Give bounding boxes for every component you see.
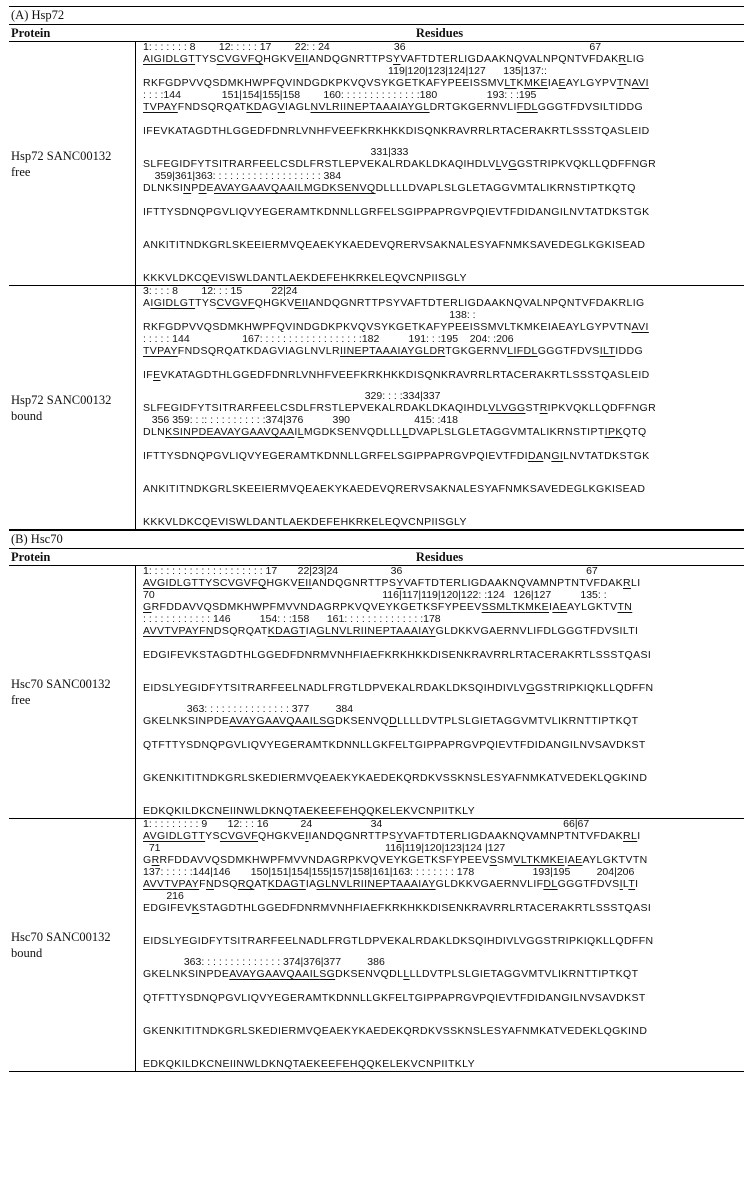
sequence-line: AVVTVPAYFNDSQRQATKDAGTIAGLNVLRIINEPTAAAIAYGLDKKVGAERNVLIFDLGGGTFDVSILTI: [143, 878, 639, 890]
contact-residues: FDL: [516, 101, 538, 113]
contact-residues: AVI: [631, 77, 649, 89]
section-title: (A) Hsp72: [9, 6, 744, 25]
residue-position-line: [143, 261, 744, 272]
protein-cell: [9, 286, 135, 529]
section-title: (B) Hsc70: [9, 530, 744, 549]
sequence-line: IFTTYSDNQPGVLIQVYEGERAMTKDNNLLGRFELSGIPPAPRGVPQIEVTFDIDANGILNVTATDKSTGK: [143, 206, 650, 218]
residue-position-line: [143, 1047, 744, 1058]
contact-residues: NPDEAVAYGAAVQAA: [183, 426, 295, 438]
contact-residues: CVGVF: [216, 297, 255, 309]
residue-position-line: 216: [143, 890, 184, 902]
contact-residues: G: [316, 878, 326, 890]
contact-residues: S: [489, 854, 497, 866]
table-header: [9, 25, 744, 42]
contact-residues: D: [389, 715, 398, 727]
contact-residues: L: [402, 426, 409, 438]
header-protein: Protein: [11, 26, 51, 40]
sequence-line: SLFEGIDFYTSITRARFEELCSDLFRSTLEPVEKALRDAKLDKAQIHDLVLVGGSTRIPKVQKLLQDFFNGR: [143, 402, 657, 414]
sequence-line: KKKVLDKCQEVISWLDANTLAEKDEFEHKRKELEQVCNPIISGLY: [143, 272, 467, 284]
table-header: [9, 549, 744, 566]
sequence-line: GRRFDDAVVQSDMKHWPFMVVNDAGRPKVQVEYKGETKSFYPEEVSSMVLTKMKEIAEAYLGKTVTN: [143, 854, 648, 866]
residue-position-line: [143, 671, 744, 682]
residue-position-line: 1: : : : : : : : : : : : : : : : : : : : 17 22|23|24 36 67: [143, 565, 598, 577]
contact-residues: RL: [623, 830, 638, 842]
residue-position-line: [143, 505, 744, 516]
table-row: [9, 566, 744, 819]
residue-position-line: 3: : : : 8 12: : : 15 22|24: [143, 285, 298, 297]
sequence-line: RKFGDPVVQSDMKHWPFQVINDGDKPKVQVSYKGETKAFYPEEISSMVLTKMKEIAEAYLGYPVTNAVI: [143, 77, 649, 89]
sequence-line: IFTTYSDNQPGVLIQVYEGERAMTKDNNLLGRFELSGIPPAPRGVPQIEVTFDIDANGILNVTATDKSTGK: [143, 450, 650, 462]
contact-residues: T: [628, 878, 636, 890]
contact-residues: R: [151, 854, 160, 866]
contact-residues: N: [183, 182, 192, 194]
contact-residues: KSI: [165, 426, 184, 438]
header-residues: Residues: [415, 550, 464, 564]
sequence-line: AIGIDLGTTYSCVGVFQHGKVEIIANDQGNRTTPSYVAFTDTERLIGDAAKNQVALNPQNTVFDAKRLIG: [143, 297, 645, 309]
residue-position-line: 1: : : : : : : : : 9 12: : : 16 24 34 66|67: [143, 818, 590, 830]
sequence-line: DLNKSINPDEAVAYGAAVQAAILMGDKSENVQDLLLLDVAPLSLGLETAGGVMTALIKRNSTIPTIPKQTQ: [143, 426, 647, 438]
contact-residues: G: [526, 682, 535, 694]
sequence-line: GKENKITITNDKGRLSKEDIERMVQEAEKYKAEDEKQRDKVSSKNSLESYAFNMKATVEDEKLQGKIND: [143, 1025, 648, 1037]
contact-residues: Y: [396, 830, 404, 842]
residue-position-line: 70 116|117|119|120|122: :124 126|127 135: :: [143, 589, 607, 601]
sequence-line: AVGIDLGTTYSCVGVFQHGKVEIIANDQGNRTTPSYVAFTDTERLIGDAAKNQVAMNPTNTVFDAKRLI: [143, 830, 641, 842]
residue-position-line: [143, 439, 744, 450]
contact-residues: TVPAY: [143, 345, 178, 357]
contact-residues: IGIDLGT: [150, 297, 196, 309]
protein-name: free: [11, 693, 31, 707]
sequence-line: RKFGDPVVQSDMKHWPFQVINDGDKPKVQVSYKGETKAFYPEEISSMVLTKMKEIAEAYLGYPVTNAVI: [143, 321, 649, 333]
contact-residues: AVI: [631, 321, 649, 333]
contact-residues: I: [305, 830, 309, 842]
contact-residues: R: [539, 402, 548, 414]
residue-position-line: : : : : : 144 167: : : : : : : : : : : : : : : : : :182 191: : :195 204: :206: [143, 333, 514, 345]
sequence-line: DLNKSINPDEAVAYGAAVQAAILMGDKSENVQDLLLLDVAPLSLGLETAGGVMTALIKRNSTIPTKQTQ: [143, 182, 636, 194]
contact-residues: AVVTVPAY: [143, 878, 200, 890]
sequence-line: ANKITITNDKGRLSKEEIERMVQEAEKYKAEDEVQRERVSAKNALESYAFNMKSAVEDEGLKGKISEAD: [143, 483, 646, 495]
protein-name: bound: [11, 946, 43, 960]
sequence-line: GKELNKSINPDEAVAYGAAVQAAILSGDKSENVQDLLLLDVTPLSLGIETAGGVMTVLIKRNTTIPTKQT: [143, 968, 639, 980]
contact-residues: G: [143, 601, 152, 613]
contact-residues: AVAYGAAVQAAILMGDKSENVQ: [213, 182, 376, 194]
contact-residues: MKE: [523, 77, 548, 89]
contact-residues: CVGVF: [219, 830, 259, 842]
residue-position-line: 71 116|119|120|123|124 |127: [143, 842, 506, 854]
protein-name: bound: [11, 408, 43, 423]
contact-residues: VLTK: [513, 854, 541, 866]
contact-residues: LT: [504, 77, 517, 89]
contact-residues: Y: [396, 577, 404, 589]
sequence-line: EDGIFEVKSTAGDTHLGGEDFDNRMVNHFIAEFKRKHKKDISENKRAVRRLRTACERAKRTLSSSTQASI: [143, 902, 652, 914]
residue-position-line: [143, 728, 744, 739]
contact-residues: TN: [617, 601, 633, 613]
contact-residues: KD: [246, 101, 262, 113]
sequence-line: KKKVLDKCQEVISWLDANTLAEKDEFEHKRKELEQVCNPIISGLY: [143, 516, 467, 528]
contact-residues: EII: [294, 53, 309, 65]
contact-residues: LNVLRIINEPTAAAIAY: [325, 878, 436, 890]
residue-position-line: [143, 924, 744, 935]
contact-residues: EII: [297, 577, 312, 589]
contact-residues: K: [191, 902, 200, 914]
sequence-line: ANKITITNDKGRLSKEEIERMVQEAEKYKAEDEVQRERVSAKNALESYAFNMKSAVEDEGLKGKISEAD: [143, 239, 646, 251]
contact-residues: AE: [567, 854, 583, 866]
contact-residues: D: [198, 182, 207, 194]
contact-residues: MKE: [540, 854, 565, 866]
contact-residues: RQ: [237, 878, 255, 890]
contact-residues: AE: [552, 601, 568, 613]
sequence-line: QTFTTYSDNQPGVLIQVYEGERAMTKDNNLLGKFELTGIPPAPRGVPQIEVTFDIDANGILNVSAVDKST: [143, 739, 646, 751]
residue-position-line: 138: :: [143, 309, 476, 321]
contact-residues: T: [616, 77, 624, 89]
residue-position-line: 1: : : : : : : 8 12: : : : : 17 22: : 24 36 67: [143, 41, 602, 53]
residue-position-line: 331|333: [143, 146, 409, 158]
residue-position-line: : : : : : : : : : : : : 146 154: : :158 161: : : : : : : : : : : : : :178: [143, 613, 441, 625]
sequence-line: EIDSLYEGIDFYTSITRARFEELNADLFRGTLDPVEKALRDAKLDKSQIHDIVLVGGSTRIPKIQKLLQDFFN: [143, 935, 654, 947]
contact-residues: L: [495, 158, 502, 170]
sequence-line: TVPAYFNDSQRQATKDAGVIAGLNVLRIINEPTAAAIAYGLDRTGKGERNVLIFDLGGGTFDVSILTIDDG: [143, 345, 644, 357]
protein-name: Hsc70 SANC00132: [11, 677, 111, 691]
contact-residues: AVAYGAAVQAAILSG: [229, 715, 336, 727]
residue-position-line: 363: : : : : : : : : : : : : : : 377 384: [143, 703, 354, 715]
residues-cell: [135, 42, 744, 285]
residues-cell: [135, 286, 744, 529]
residue-position-line: [143, 228, 744, 239]
contact-residues: N: [205, 878, 214, 890]
sequence-line: IFEVKATAGDTHLGGEDFDNRLVNHFVEEFKRKHKKDISQNKRAVRRLRTACERAKRTLSSSTQASLEID: [143, 125, 650, 137]
protein-name: Hsc70 SANC00132: [11, 930, 111, 944]
contact-residues: E: [153, 369, 161, 381]
residue-position-line: 137: : : : : :144|146 150|151|154|155|157|158|161|163: : : : : : : : 178 193|195 204|206: [143, 866, 635, 878]
contact-residues: GI: [551, 450, 564, 462]
residue-position-line: 119|120|123|124|127 135|137::: [143, 65, 547, 77]
sequence-line: QTFTTYSDNQPGVLIQVYEGERAMTKDNNLLGKFELTGIPPAPRGVPQIEVTFDIDANGILNVSAVDKST: [143, 992, 646, 1004]
protein-name: free: [11, 164, 31, 179]
protein-cell: [9, 566, 135, 818]
contact-residues: AVAYGAAVQAAIL: [229, 968, 320, 980]
contact-residues: VLVGG: [488, 402, 526, 414]
contact-residues: G: [508, 158, 517, 170]
contact-residues: EII: [294, 297, 309, 309]
header-residues: Residues: [415, 26, 464, 40]
contact-residues: NVLRIINEPTAAAIAYGL: [310, 101, 430, 113]
residue-position-line: [143, 358, 744, 369]
contact-residues: KDAGT: [267, 878, 306, 890]
residue-position-line: 363: : : : : : : : : : : : : : 374|376|377 386: [143, 956, 385, 968]
residue-position-line: [143, 114, 744, 125]
sequence-line: GKENKITITNDKGRLSKEDIERMVQEAEKYKAEDEKQRDKVSSKNSLESYAFNMKATVEDEKLQGKIND: [143, 772, 648, 784]
residue-position-line: 356 359: : :: : : : : : : : : : :374|376 390 415: :418: [143, 414, 458, 426]
contact-residues: GLNVLRIINEPTAAAIAY: [316, 625, 436, 637]
contact-residues: I: [619, 878, 623, 890]
contact-residues: DA: [527, 450, 544, 462]
contact-residues: LIFDL: [507, 345, 538, 357]
contact-residues: LTK: [505, 601, 526, 613]
contact-residues: V: [277, 101, 286, 113]
contact-residues: AIGIDLGT: [143, 53, 196, 65]
sequence-line: AIGIDLGTTYSCVGVFQHGKVEIIANDQGNRTTPSYVAFTDTERLIGDAAKNQVALNPQNTVFDAKRLIG: [143, 53, 645, 65]
residue-position-line: [143, 761, 744, 772]
contact-residues: AVGIDLGTT: [143, 830, 206, 842]
protein-cell: [9, 819, 135, 1071]
protein-name: Hsp72 SANC00132: [11, 148, 112, 163]
contact-residues: Y: [393, 53, 401, 65]
protein-cell: [9, 42, 135, 285]
contact-residues: CVGVFQ: [216, 53, 264, 65]
contact-residues: KDAGT: [267, 625, 306, 637]
residues-cell: [135, 819, 744, 1071]
contact-residues: L: [297, 426, 304, 438]
sequence-line: SLFEGIDFYTSITRARFEELCSDLFRSTLEPVEKALRDAKLDKAQIHDLVLVGGSTRIPKVQKLLQDFFNGR: [143, 158, 657, 170]
sequence-line: EIDSLYEGIDFYTSITRARFEELNADLFRGTLDPVEKALRDAKLDKSQIHDIVLVGGSTRIPKIQKLLQDFFN: [143, 682, 654, 694]
residue-position-line: [143, 472, 744, 483]
residue-position-line: [143, 638, 744, 649]
contact-residues: MKE: [525, 601, 550, 613]
contact-residues: R: [618, 53, 627, 65]
table-row: [9, 286, 744, 530]
sequence-line: TVPAYFNDSQRQATKDAGVIAGLNVLRIINEPTAAAIAYGLDRTGKGERNVLIFDLGGGTFDVSILTIDDG: [143, 101, 644, 113]
contact-residues: SSM: [481, 601, 506, 613]
contact-residues: L: [403, 968, 410, 980]
residue-position-line: [143, 195, 744, 206]
residues-cell: [135, 566, 744, 818]
contact-residues: DL: [543, 878, 558, 890]
protein-name: Hsp72 SANC00132: [11, 392, 112, 407]
residue-position-line: 359|361|363: : : : : : : : : : : : : : : : : : : 384: [143, 170, 342, 182]
residue-position-line: [143, 794, 744, 805]
sequence-line: AVVTVPAYFNDSQRQATKDAGTIAGLNVLRIINEPTAAAIAYGLDKKVGAERNVLIFDLGGGTFDVSILTI: [143, 625, 639, 637]
contact-residues: IPK: [604, 426, 623, 438]
contact-residues: E: [558, 77, 566, 89]
table-row: [9, 819, 744, 1072]
sequence-line: GRFDDAVVQSDMKHWPFMVVNDAGRPKVQVEYKGETKSFYPEEVSSMLTKMKEIAEAYLGKTVTN: [143, 601, 633, 613]
residue-position-line: : : : :144 151|154|155|158 160: : : : : : : : : : : : : :180 193: : :195: [143, 89, 537, 101]
sequence-line: AVGIDLGTTYSCVGVFQHGKVEIIANDQGNRTTPSYVAFTDTERLIGDAAKNQVAMNPTNTVFDAKRLI: [143, 577, 641, 589]
contact-residues: ILT: [599, 345, 616, 357]
residue-position-line: [143, 981, 744, 992]
residue-position-line: 329: : : :334|337: [143, 390, 441, 402]
residue-position-line: [143, 1014, 744, 1025]
contact-residues: AVVTVPAYFN: [143, 625, 214, 637]
sequence-line: GKELNKSINPDEAVAYGAAVQAAILSGDKSENVQDLLLLDVTPLSLGIETAGGVMTVLIKRNTTIPTKQT: [143, 715, 639, 727]
sequence-line: EDKQKILDKCNEIINWLDKNQTAEKEEFEHQQKELEKVCNPIITKLY: [143, 805, 475, 817]
table-row: [9, 42, 744, 286]
contact-residues: R: [623, 577, 631, 589]
sequence-line: EDGIFEVKSTAGDTHLGGEDFDNRMVNHFIAEFKRKHKKDISENKRAVRRLRTACERAKRTLSSSTQASI: [143, 649, 652, 661]
contact-residues: AVGIDLGTTYSCVGVFQ: [143, 577, 267, 589]
header-protein: Protein: [11, 550, 51, 564]
sequence-line: IFEVKATAGDTHLGGEDFDNRLVNHFVEEFKRKHKKDISQNKRAVRRLRTACERAKRTLSSSTQASLEID: [143, 369, 650, 381]
sequence-line: EDKQKILDKCNEIINWLDKNQTAEKEEFEHQQKELEKVCNPIITKLY: [143, 1058, 475, 1070]
residue-table: [9, 6, 744, 1072]
contact-residues: IINEPTAAAIAYGLDR: [339, 345, 446, 357]
contact-residues: TVPAY: [143, 101, 178, 113]
contact-residues: SG: [319, 968, 336, 980]
